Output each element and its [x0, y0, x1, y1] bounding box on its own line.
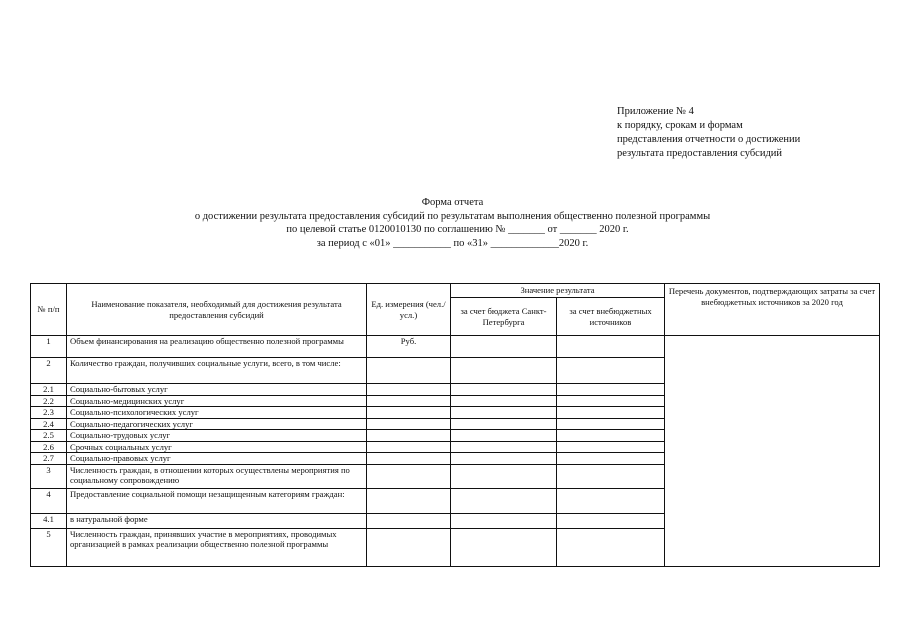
row-budget-value [451, 464, 557, 488]
row-unit [367, 430, 451, 442]
row-budget-value [451, 453, 557, 465]
row-num: 2 [31, 358, 67, 384]
row-name: Социально-правовых услуг [67, 453, 367, 465]
row-offbudget-value [557, 358, 665, 384]
header-value-group: Значение результата [451, 284, 665, 298]
row-unit [367, 358, 451, 384]
row-unit [367, 464, 451, 488]
row-name: Социально-психологических услуг [67, 407, 367, 419]
row-unit: Руб. [367, 336, 451, 358]
appendix-block [617, 105, 897, 161]
row-offbudget-value [557, 407, 665, 419]
appendix-line: представления отчетности о достижении [617, 134, 801, 145]
header-name: Наименование показателя, необходимый для достижения результата предоставления субсидий [67, 284, 367, 336]
row-num: 2.6 [31, 441, 67, 453]
row-num: 2.7 [31, 453, 67, 465]
row-num: 5 [31, 528, 67, 566]
row-offbudget-value [557, 464, 665, 488]
row-name: в натуральной форме [67, 513, 367, 528]
form-title [0, 196, 905, 250]
form-title-agreement: по целевой статье 0120010130 по соглашению № _______ от _______ 2020 г. [286, 224, 629, 235]
row-offbudget-value [557, 384, 665, 396]
row-budget-value [451, 358, 557, 384]
appendix-line: к порядку, срокам и формам [617, 120, 743, 131]
row-offbudget-value [557, 418, 665, 430]
row-budget-value [451, 430, 557, 442]
row-budget-value [451, 488, 557, 513]
row-budget-value [451, 418, 557, 430]
form-title-period: за период с «01» ___________ по «31» _____________2020 г. [316, 237, 589, 249]
row-num: 2.4 [31, 418, 67, 430]
row-name: Объем финансирования на реализацию общественно полезной программы [67, 336, 367, 358]
table-row [31, 336, 880, 358]
appendix-line: Приложение № 4 [617, 106, 694, 117]
row-unit [367, 488, 451, 513]
row-offbudget-value [557, 488, 665, 513]
report-table [30, 283, 880, 567]
row-num: 4.1 [31, 513, 67, 528]
row-name: Социально-бытовых услуг [67, 384, 367, 396]
row-budget-value [451, 407, 557, 419]
form-title-subject: о достижении результата предоставления субсидий по результатам выполнения общественно полезной программы [194, 210, 711, 222]
row-num: 2.1 [31, 384, 67, 396]
row-num: 1 [31, 336, 67, 358]
row-offbudget-value [557, 395, 665, 407]
row-name: Социально-педагогических услуг [67, 418, 367, 430]
row-name: Предоставление социальной помощи незащищенным категориям граждан: [67, 488, 367, 513]
appendix-line: результата предоставления субсидий [617, 148, 783, 159]
row-unit [367, 453, 451, 465]
row-offbudget-value [557, 513, 665, 528]
row-name: Социально-трудовых услуг [67, 430, 367, 442]
docs-cell [665, 336, 880, 567]
header-budget: за счет бюджета Санкт-Петербурга [451, 298, 557, 336]
row-offbudget-value [557, 453, 665, 465]
row-offbudget-value [557, 441, 665, 453]
row-offbudget-value [557, 336, 665, 358]
row-budget-value [451, 528, 557, 566]
header-unit: Ед. измерения (чел./усл.) [367, 284, 451, 336]
row-unit [367, 395, 451, 407]
row-unit [367, 513, 451, 528]
row-unit [367, 384, 451, 396]
header-offbudget: за счет внебюджетных источников [557, 298, 665, 336]
row-num: 3 [31, 464, 67, 488]
form-title-heading: Форма отчета [421, 197, 484, 208]
row-unit [367, 528, 451, 566]
row-unit [367, 407, 451, 419]
row-budget-value [451, 384, 557, 396]
row-name: Срочных социальных услуг [67, 441, 367, 453]
row-name: Численность граждан, принявших участие в мероприятиях, проводимых организацией в рамках реализации общественно полезной программы [67, 528, 367, 566]
row-unit [367, 418, 451, 430]
header-docs: Перечень документов, подтверждающих затраты за счет внебюджетных источников за 2020 год [665, 284, 880, 336]
row-name: Социально-медицинских услуг [67, 395, 367, 407]
row-offbudget-value [557, 430, 665, 442]
row-budget-value [451, 441, 557, 453]
row-offbudget-value [557, 528, 665, 566]
row-budget-value [451, 395, 557, 407]
row-num: 2.5 [31, 430, 67, 442]
row-name: Количество граждан, получивших социальные услуги, всего, в том числе: [67, 358, 367, 384]
row-num: 4 [31, 488, 67, 513]
report-body [31, 336, 880, 567]
row-num: 2.3 [31, 407, 67, 419]
row-unit [367, 441, 451, 453]
row-name: Численность граждан, в отношении которых осуществлены мероприятия по социальному сопровождению [67, 464, 367, 488]
row-budget-value [451, 336, 557, 358]
header-num: № п/п [31, 284, 67, 336]
row-num: 2.2 [31, 395, 67, 407]
row-budget-value [451, 513, 557, 528]
